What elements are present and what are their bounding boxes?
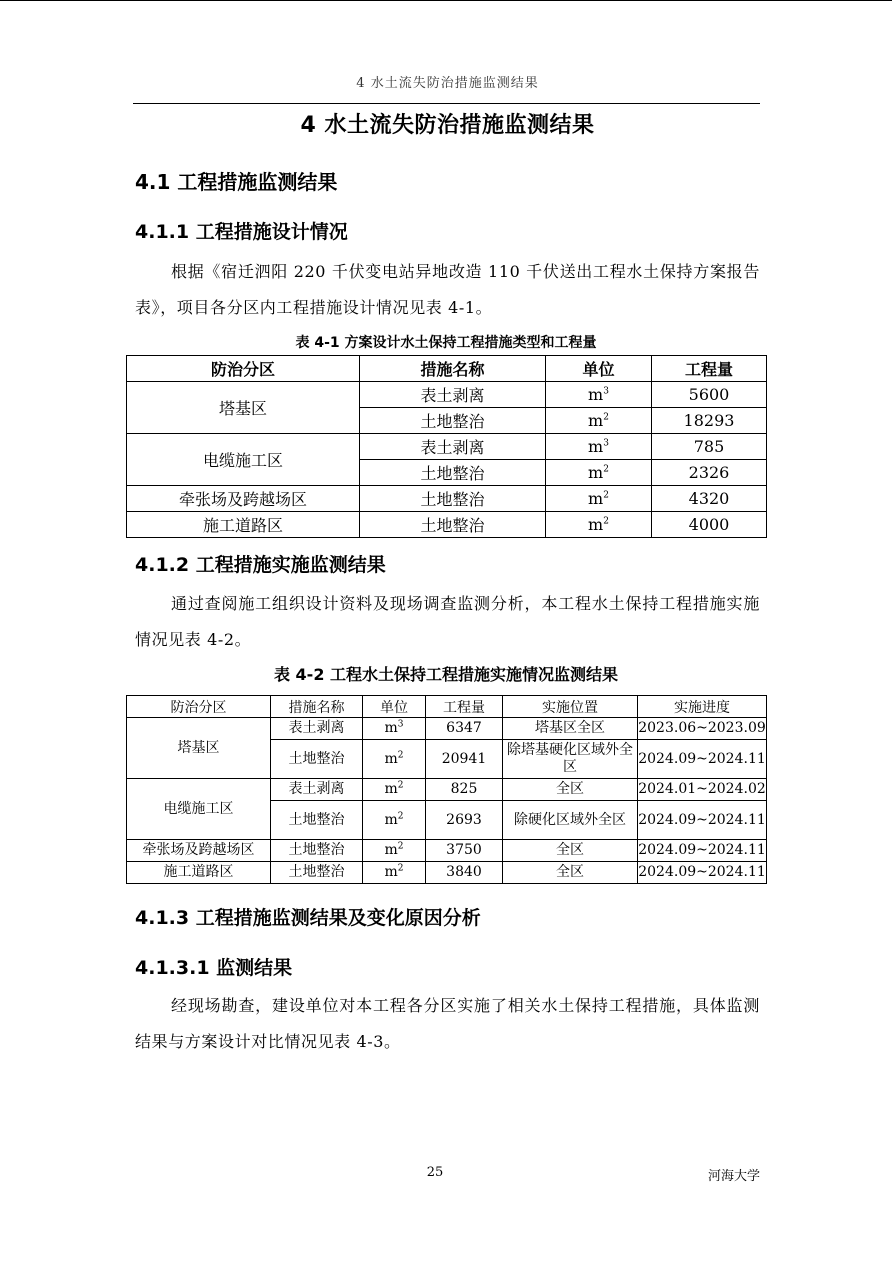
period-cell: 2024.09~2024.11 (638, 862, 767, 884)
period-cell: 2024.09~2024.11 (638, 801, 767, 840)
measure-cell: 土地整治 (360, 512, 546, 538)
header-cell: 防治分区 (127, 696, 271, 718)
table-4-1 (126, 355, 767, 538)
zone-cell: 牵张场及跨越场区 (127, 486, 360, 512)
header-cell: 措施名称 (271, 696, 363, 718)
period-cell: 2024.09~2024.11 (638, 740, 767, 779)
zone-cell: 塔基区 (127, 382, 360, 434)
quantity-cell: 785 (652, 434, 767, 460)
location-cell: 全区 (503, 779, 638, 801)
measure-cell: 土地整治 (271, 862, 363, 884)
measure-cell: 表土剥离 (271, 779, 363, 801)
unit-cell: $m^2$ (363, 779, 426, 801)
measure-cell: 土地整治 (271, 840, 363, 862)
measure-cell: 表土剥离 (360, 382, 546, 408)
header-cell: 单位 (546, 356, 652, 382)
quantity-cell: 5600 (652, 382, 767, 408)
zone-cell: 牵张场及跨越场区 (127, 840, 271, 862)
header-cell: 防治分区 (127, 356, 360, 382)
zone-cell: 电缆施工区 (127, 779, 271, 840)
measure-cell: 表土剥离 (360, 434, 546, 460)
zone-cell: 施工道路区 (127, 862, 271, 884)
page-number: 25 (426, 1165, 444, 1180)
unit-cell: $m^2$ (546, 460, 652, 486)
table-row (127, 862, 767, 884)
unit-cell: $m^2$ (546, 486, 652, 512)
paragraph-design: 根据《宿迁泗阳 220 千伏变电站异地改造 110 千伏送出工程水土保持方案报告表》，项目各分区内工程措施设计情况见表 4-1。 (135, 262, 760, 317)
measure-cell: 土地整治 (271, 740, 363, 779)
zone-cell: 施工道路区 (127, 512, 360, 538)
quantity-cell: 3750 (426, 840, 503, 862)
chapter-title: 4 水土流失防治措施监测结果 (300, 113, 595, 138)
table-row (127, 718, 767, 740)
table-row (127, 486, 767, 512)
unit-cell: $m^3$ (546, 382, 652, 408)
measure-cell: 土地整治 (360, 486, 546, 512)
measure-cell: 表土剥离 (271, 718, 363, 740)
location-cell: 塔基区全区 (503, 718, 638, 740)
header-cell: 单位 (363, 696, 426, 718)
period-cell: 2024.09~2024.11 (638, 840, 767, 862)
zone-cell: 电缆施工区 (127, 434, 360, 486)
location-cell: 除硬化区域外全区 (503, 801, 638, 840)
section-heading-4-1: 4.1 工程措施监测结果 (135, 170, 338, 194)
running-header: 4 水土流失防治措施监测结果 (356, 76, 539, 91)
paragraph-implementation: 通过查阅施工组织设计资料及现场调查监测分析，本工程水土保持工程措施实施情况见表 4-2。 (135, 594, 760, 649)
table-header-row (127, 696, 767, 718)
header-rule (133, 103, 760, 104)
measure-cell: 土地整治 (360, 460, 546, 486)
header-cell: 措施名称 (360, 356, 546, 382)
quantity-cell: 825 (426, 779, 503, 801)
paragraph-results: 经现场勘查，建设单位对本工程各分区实施了相关水土保持工程措施，具体监测结果与方案设计对比情况见表 4-3。 (135, 996, 760, 1051)
table-row (127, 512, 767, 538)
period-cell: 2023.06~2023.09 (638, 718, 767, 740)
quantity-cell: 2326 (652, 460, 767, 486)
unit-cell: $m^3$ (546, 434, 652, 460)
measure-cell: 土地整治 (360, 408, 546, 434)
unit-cell: $m^2$ (546, 512, 652, 538)
page-top-border (0, 0, 892, 1)
quantity-cell: 2693 (426, 801, 503, 840)
table-row (127, 382, 767, 408)
unit-cell: $m^2$ (363, 801, 426, 840)
table-4-2-caption: 表 4-2 工程水土保持工程措施实施情况监测结果 (273, 665, 619, 684)
unit-cell: $m^2$ (363, 740, 426, 779)
quantity-cell: 20941 (426, 740, 503, 779)
unit-cell: $m^3$ (363, 718, 426, 740)
section-heading-4-1-1: 4.1.1 工程措施设计情况 (135, 221, 348, 243)
unit-cell: $m^2$ (546, 408, 652, 434)
quantity-cell: 18293 (652, 408, 767, 434)
zone-cell: 塔基区 (127, 718, 271, 779)
table-4-1-caption: 表 4-1 方案设计水土保持工程措施类型和工程量 (295, 335, 597, 351)
header-cell: 实施位置 (503, 696, 638, 718)
table-header-row (127, 356, 767, 382)
section-heading-4-1-3-1: 4.1.3.1 监测结果 (135, 957, 293, 979)
quantity-cell: 3840 (426, 862, 503, 884)
table-row (127, 840, 767, 862)
unit-cell: $m^2$ (363, 840, 426, 862)
quantity-cell: 4320 (652, 486, 767, 512)
institution-name: 河海大学 (707, 1169, 760, 1184)
table-row (127, 434, 767, 460)
location-cell: 全区 (503, 840, 638, 862)
unit-cell: $m^2$ (363, 862, 426, 884)
header-cell: 实施进度 (638, 696, 767, 718)
quantity-cell: 4000 (652, 512, 767, 538)
header-cell: 工程量 (426, 696, 503, 718)
table-4-2 (126, 695, 767, 884)
quantity-cell: 6347 (426, 718, 503, 740)
header-cell: 工程量 (652, 356, 767, 382)
measure-cell: 土地整治 (271, 801, 363, 840)
location-cell: 除塔基硬化区域外全区 (503, 740, 638, 779)
section-heading-4-1-3: 4.1.3 工程措施监测结果及变化原因分析 (135, 907, 481, 929)
period-cell: 2024.01~2024.02 (638, 779, 767, 801)
section-heading-4-1-2: 4.1.2 工程措施实施监测结果 (135, 554, 386, 576)
location-cell: 全区 (503, 862, 638, 884)
table-row (127, 779, 767, 801)
